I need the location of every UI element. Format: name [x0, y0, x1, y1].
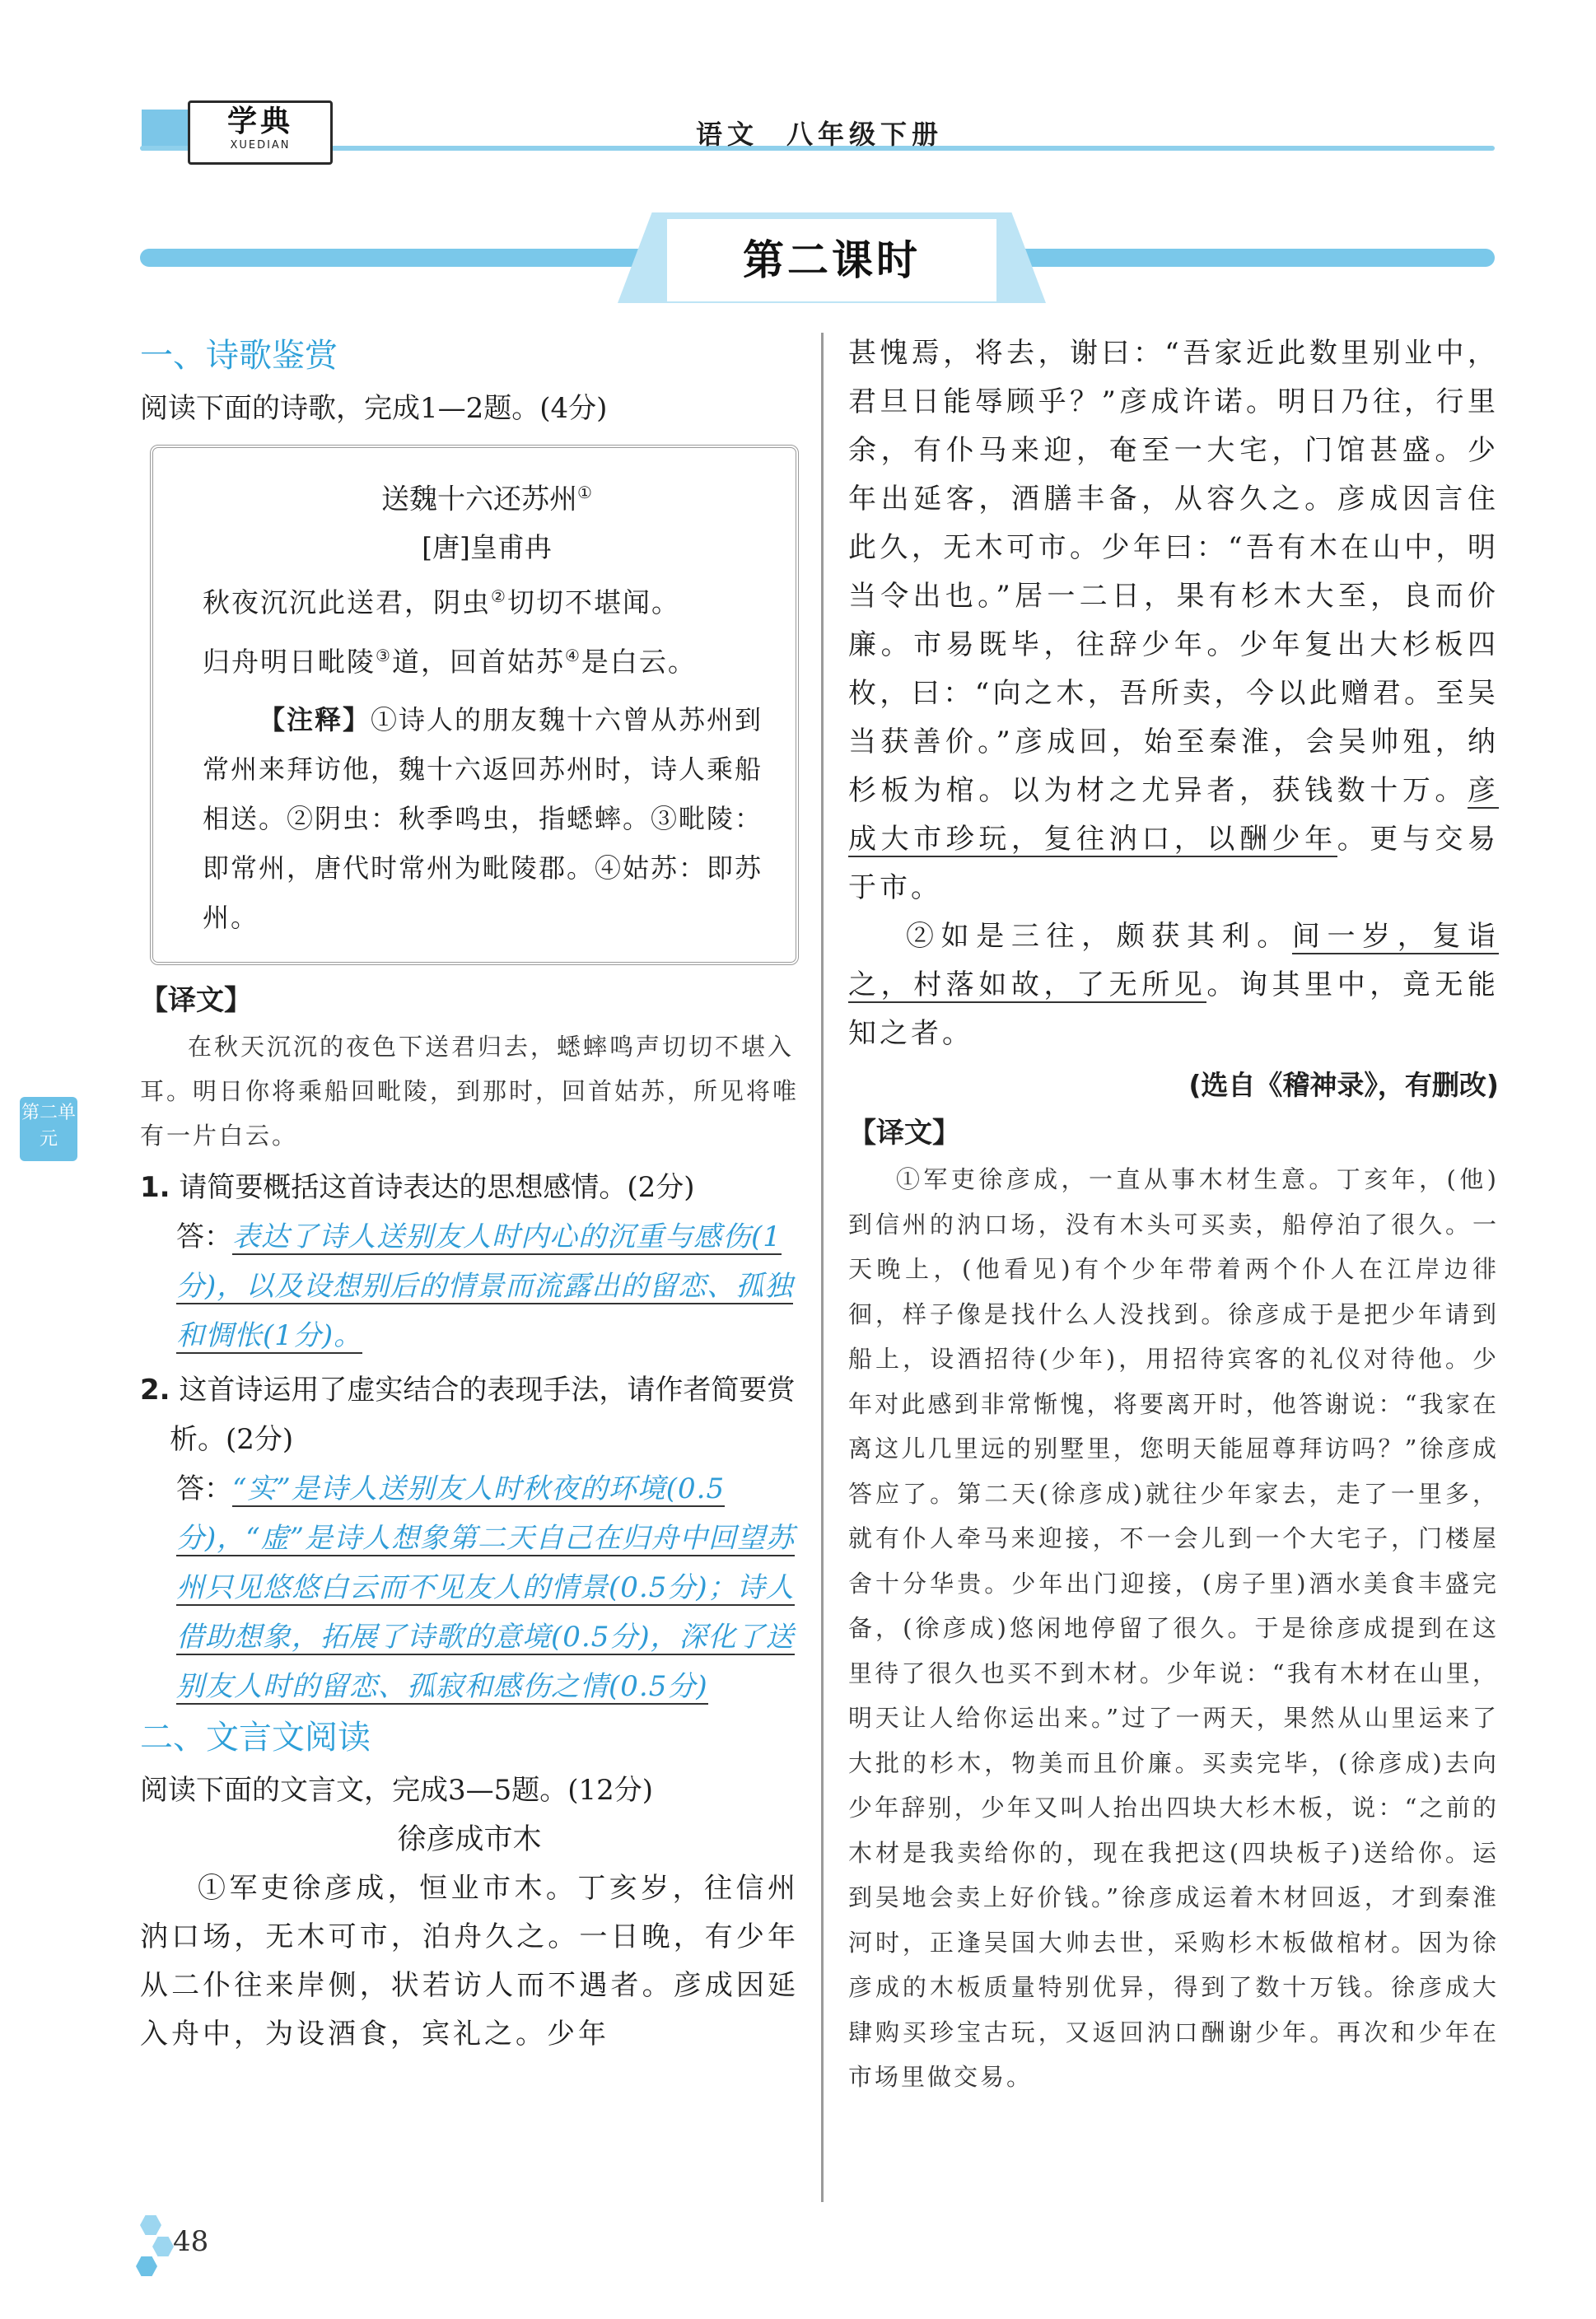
essay-p1-continued: 甚愧焉，将去，谢曰：“吾家近此数里别业中，君旦日能辱顾乎？”彦成许诺。明日乃往，行里余，有仆马来迎，奄至一大宅，门馆甚盛。少年出延客，酒膳丰备，从容久之。彦成因言住此久，无木可市。少年曰：“吾有木在山中，明当令出也。”居一二日，果有杉木大至，良而价廉。市易既毕，往辞少年。少年复出大杉板四枚，曰：“向之木，吾所卖，今以此赠君。至吴当获善价。”彦成回，始至秦淮，会吴帅殂，纳杉板为棺。以为材之尤异者，获钱数十万。 — [848, 337, 1499, 807]
annotation-text: ①诗人的朋友魏十六曾从苏州到常州来拜访他，魏十六返回苏州时，诗人乘船相送。②阴虫：秋季鸣虫，指蟋蟀。③毗陵：即常州，唐代时常州为毗陵郡。④姑苏：即苏州。 — [203, 704, 763, 934]
essay-p1-end: 。更与交易于市。 — [848, 823, 1500, 904]
footer-hexagon-3 — [136, 2256, 157, 2276]
answer-1-label: 答： — [176, 1220, 232, 1254]
poem-line-1-note-mark: ② — [491, 586, 507, 607]
essay-translation-label: 【译文】 — [848, 1117, 960, 1150]
poem-title-note-mark: ① — [577, 483, 592, 502]
answer-2-label: 答： — [176, 1472, 232, 1506]
classical-instruction: 阅读下面的文言文，完成3—5题。(12分) — [140, 1774, 654, 1808]
answer-1 — [140, 1212, 799, 1360]
publisher-logo — [188, 100, 333, 165]
question-2-number: 2. — [140, 1374, 170, 1407]
annotation-label: 【注释】 — [259, 704, 371, 736]
logo-chinese: 学典 — [226, 104, 293, 138]
question-2 — [140, 1365, 799, 1464]
header-subject: 语文 — [696, 119, 759, 150]
poem-line-2-note-mark-1: ③ — [376, 646, 392, 666]
poem-annotation — [203, 695, 771, 942]
poem-line-2-part-c: 是白云。 — [581, 646, 697, 679]
poem-title-text: 送魏十六还苏州 — [381, 483, 578, 516]
essay-paragraph-1-right — [848, 329, 1499, 912]
poem-translation: 在秋天沉沉的夜色下送君归去，蟋蟀鸣声切切不堪入耳。明日你将乘船回毗陵，到那时，回首姑苏，所见将唯有一片白云。 — [140, 1033, 800, 1150]
section-heading-classical: 二、文言文阅读 — [140, 1719, 371, 1757]
poem-line-2-part-b: 道，回首姑苏 — [391, 646, 565, 679]
essay-paragraph-1-left: ①军吏徐彦成，恒业市木。丁亥岁，往信州汭口场，无木可市，泊舟久之。一日晚，有少年从二仆往来岸侧，状若访人而不遇者。彦成因延入舟中，为设酒食，宾礼之。少年 — [140, 1872, 799, 2051]
page-title: 第二课时 — [743, 236, 921, 284]
footer-hexagon-2 — [152, 2237, 174, 2256]
poem-line-2 — [203, 629, 771, 688]
essay-p2-underlined-sentence: 间一岁，复诣之，村落如故，了无所见 — [848, 920, 1499, 1001]
unit-side-tab: 第二单元 — [20, 1097, 77, 1161]
poem-line-1-part-a: 秋夜沉沉此送君，阴虫 — [203, 586, 491, 619]
logo-english: XUEDIAN — [230, 139, 291, 152]
section-heading-poetry: 一、诗歌鉴赏 — [140, 337, 338, 375]
poem-line-2-note-mark-2: ④ — [564, 646, 581, 666]
right-column — [848, 329, 1499, 2100]
poem-line-1 — [203, 570, 771, 629]
essay-translation: ①军吏徐彦成，一直从事木材生意。丁亥年，(他)到信州的汭口场，没有木头可买卖，船停泊了很久。一天晚上，(他看见)有个少年带着两个仆人在江岸边徘徊，样子像是找什么人没找到。徐彦成于是把少年请到船上，设酒招待(少年)，用招待宾客的礼仪对待他。少年对此感到非常惭愧，将要离开时，他答谢说：“我家在离这儿几里远的别墅里，您明天能屈尊拜访吗？”徐彦成答应了。第二天(徐彦成)就往少年家去，走了一里多，就有仆人牵马来迎接，不一会儿到一个大宅子，门楼屋舍十分华贵。少年出门迎接，(房子里)酒水美食丰盛完备，(徐彦成)悠闲地停留了很久。于是徐彦成提到在这里待了很久也买不到木材。少年说：“我有木材在山里，明天让人给你运出来。”过了一两天，果然从山里运来了大批的杉木，物美而且价廉。买卖完毕，(徐彦成)去向少年辞别，少年又叫人抬出四块大杉木板，说：“之前的木材是我卖给你的，现在我把这(四块板子)送给你。运到吴地会卖上好价钱。”徐彦成运着木材回返，才到秦淮河时，正逢吴国大帅去世，采购杉木板做棺材。因为徐彦成的木板质量特别优异，得到了数十万钱。徐彦成大肆购买珍宝古玩，又返回汭口酬谢少年。再次和少年在市场里做交易。 — [848, 1165, 1499, 2091]
page-number: 48 — [173, 2225, 209, 2258]
question-1 — [140, 1163, 799, 1212]
answer-2-text: “实”是诗人送别友人时秋夜的环境(0.5分)，“虚”是诗人想象第二天自己在归舟中回望苏州只见悠悠白云而不见友人的情景(0.5分)；诗人借助想象，拓展了诗歌的意境(0.5分)，深化了送别友人时的留恋、孤寂和感伤之情(0.5分) — [176, 1472, 796, 1704]
poem-line-2-part-a: 归舟明日毗陵 — [203, 646, 376, 679]
poem-author: [唐]皇甫冉 — [422, 531, 552, 564]
poem-translation-label: 【译文】 — [140, 984, 252, 1018]
essay-p1-underlined-sentence: 彦成大市珍玩，复往汭口，以酬少年 — [848, 774, 1499, 856]
essay-p2-start: ②如是三往，颇获其利。 — [906, 920, 1292, 953]
poem-title — [203, 471, 771, 520]
poem-box — [150, 445, 799, 965]
footer-hexagon-1 — [140, 2215, 161, 2235]
answer-1-text: 表达了诗人送别友人时内心的沉重与感伤(1分)，以及设想别后的情景而流露出的留恋、孤独和惆怅(1分)。 — [176, 1220, 794, 1353]
question-1-text: 请简要概括这首诗表达的思想感情。(2分) — [179, 1171, 695, 1205]
poetry-instruction: 阅读下面的诗歌，完成1—2题。(4分) — [140, 392, 608, 425]
essay-paragraph-2 — [848, 912, 1499, 1058]
column-divider — [821, 333, 824, 2202]
question-1-number: 1. — [140, 1171, 170, 1205]
question-2-text: 这首诗运用了虚实结合的表现手法，请作者简要赏析。(2分) — [170, 1374, 796, 1457]
left-column — [140, 329, 799, 2059]
header-grade: 八年级下册 — [786, 119, 944, 150]
answer-2 — [140, 1464, 799, 1711]
essay-source: (选自《稽神录》，有删改) — [1188, 1069, 1499, 1101]
essay-title: 徐彦成市木 — [397, 1823, 542, 1857]
poem-line-1-part-b: 切切不堪闻。 — [506, 586, 680, 619]
essay-p2-end: 。询其里中，竟无能知之者。 — [848, 968, 1500, 1050]
